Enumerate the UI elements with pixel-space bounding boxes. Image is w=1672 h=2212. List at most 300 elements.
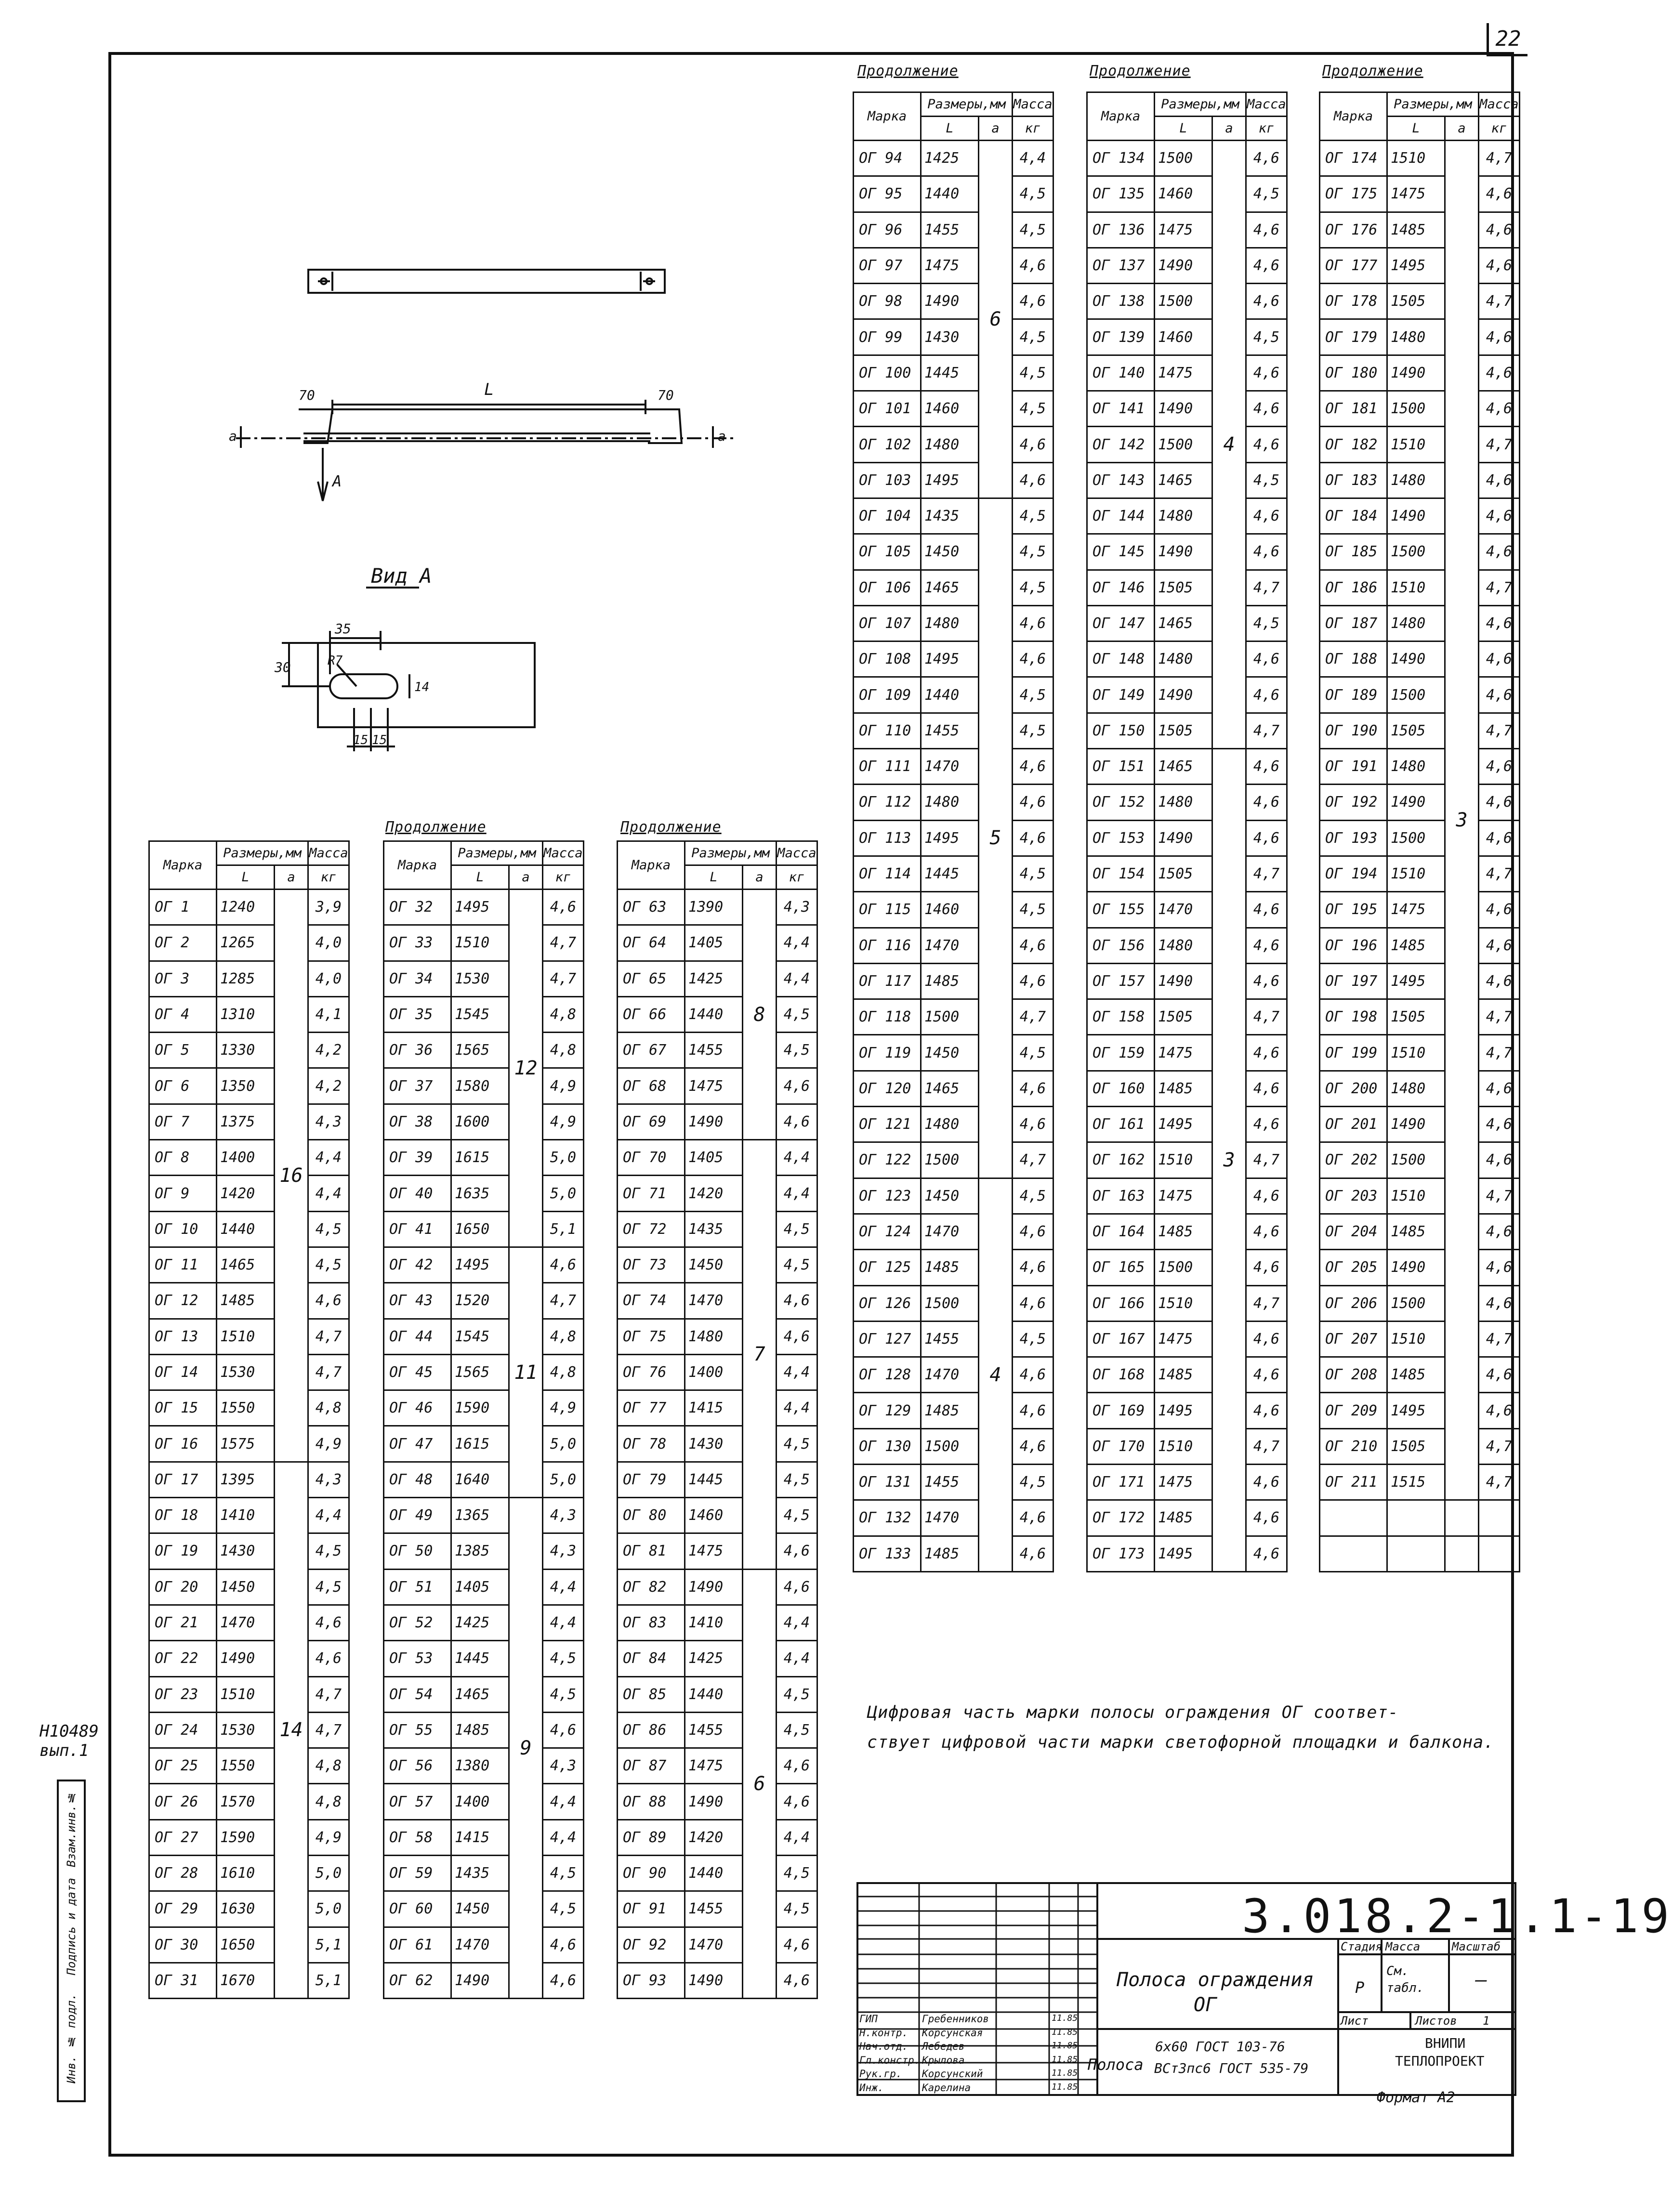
cell-mark: ОГ 56 [384,1748,451,1784]
dim-35: 35 [335,621,351,637]
cell-mass: 4,4 [777,1641,817,1676]
dim-15a: 15 [353,733,369,747]
table-row [1087,1464,1287,1500]
header-L: L [685,865,743,890]
cell-length: 1465 [217,1247,275,1283]
cell-mass: 4,6 [1246,1214,1287,1249]
table-row [149,1462,349,1497]
cell-mass: 4,6 [1479,391,1520,427]
cell-mark: ОГ 132 [854,1500,921,1536]
table-row [854,1107,1053,1142]
cell-mark: ОГ 121 [854,1107,921,1142]
cell-length: 1600 [451,1104,509,1139]
cell-length: 1485 [921,1250,979,1285]
cell-a [1445,1536,1479,1571]
cell-mark: ОГ 203 [1320,1178,1387,1214]
cell-length: 1510 [1387,141,1445,176]
table-row [1087,1107,1287,1142]
table-row [1087,391,1287,427]
cell-mass: 4,6 [1479,498,1520,534]
table-row [1087,1071,1287,1106]
cell-mass: 4,6 [1246,1393,1287,1428]
cell-length: 1445 [921,856,979,891]
table-row [1087,1250,1287,1285]
table-row [1320,319,1520,355]
signer-date: 11.85 [1052,2013,1078,2023]
table-row [149,1498,349,1533]
cell-mark: ОГ 172 [1087,1500,1155,1536]
archive-code: Н10489 [39,1722,99,1741]
cell-length: 1475 [1387,892,1445,928]
table-row [1320,141,1520,176]
cell-length: 1425 [451,1605,509,1640]
cell-mass: 4,5 [1013,534,1053,570]
cell-length: 1495 [1155,1536,1212,1571]
cell-mass: 4,5 [1013,355,1053,391]
cell-mark: ОГ 198 [1320,999,1387,1035]
cell-length: 1330 [217,1033,275,1068]
cell-mark: ОГ 145 [1087,534,1155,570]
header-mass: Масса [308,841,349,865]
cell-mass: 4,7 [1246,713,1287,748]
signer-date: 11.85 [1052,2081,1078,2092]
cell-mass: 4,6 [1246,534,1287,570]
cell-length: 1465 [1155,462,1212,498]
cell-a-group: 3 [1445,141,1479,1500]
cell-mark: ОГ 47 [384,1426,451,1462]
cell-mark: ОГ 80 [618,1498,685,1533]
cell-mass: 4,6 [1013,1428,1053,1464]
table-row [618,1856,817,1891]
cell-length: 1505 [1155,713,1212,748]
cell-a-group: 4 [979,1178,1013,1571]
cell-mark: ОГ 69 [618,1104,685,1139]
cell-mark: ОГ 59 [384,1856,451,1891]
cell-mark: ОГ 35 [384,996,451,1032]
cell-length: 1490 [1387,498,1445,534]
cell-length: 1240 [217,890,275,925]
table-row [1320,1393,1520,1428]
cell-mass: 4,6 [1013,1536,1053,1571]
cell-mark: ОГ 184 [1320,498,1387,534]
material-label: Полоса [1088,2055,1144,2074]
cell-mark: ОГ 140 [1087,355,1155,391]
side-stamp [57,1780,86,2102]
cell-mass: 4,7 [1246,856,1287,891]
cell-mark: ОГ 191 [1320,749,1387,785]
sheet-label: Лист [1341,2014,1369,2028]
cell-length: 1475 [921,248,979,283]
cell-mass: 4,6 [777,1533,817,1569]
cell-mass: 4,7 [1246,1142,1287,1178]
cell-mass: 4,6 [1246,928,1287,963]
cell-mass: 4,4 [777,1390,817,1426]
table-row [1087,1321,1287,1357]
table-row [618,1176,817,1211]
cell-mass: 4,5 [777,1856,817,1891]
cell-length: 1375 [217,1104,275,1139]
table-row [1320,1107,1520,1142]
cell-length: 1480 [1155,928,1212,963]
table-row [1087,141,1287,176]
note-text [867,1698,1494,1757]
signer-name: Корсунский [922,2068,983,2080]
cell-mark: ОГ 67 [618,1033,685,1068]
cell-length: 1465 [451,1676,509,1712]
cell-mass: 4,5 [1246,605,1287,641]
table-row [618,1104,817,1139]
cell-mass: 4,5 [1013,1464,1053,1500]
cell-mass: 4,5 [777,1891,817,1927]
cell-length: 1455 [921,713,979,748]
cell-mass: 4,6 [1479,462,1520,498]
cell-length: 1490 [1155,963,1212,999]
table-row [618,961,817,996]
table-row [149,1319,349,1354]
cell-mark: ОГ 180 [1320,355,1387,391]
cell-mass: 4,6 [1013,1285,1053,1321]
table-row [854,248,1053,283]
cell-mark: ОГ 120 [854,1071,921,1106]
cell-mass: 4,6 [1479,605,1520,641]
header-kg: кг [308,865,349,890]
cell-mass: 4,7 [1246,1428,1287,1464]
cell-mark: ОГ 196 [1320,928,1387,963]
cell-length: 1515 [1387,1464,1445,1500]
cell-mass: 4,6 [1013,785,1053,820]
cell-length: 1420 [217,1176,275,1211]
cell-mass: 4,6 [543,1963,584,1998]
cell-length: 1485 [1387,1214,1445,1249]
table-row [854,1357,1053,1393]
table-row [384,890,584,925]
cell-mark: ОГ 71 [618,1176,685,1211]
cell-length: 1615 [451,1140,509,1176]
mass-label: Масса [1385,1940,1421,1953]
cell-length: 1500 [1387,677,1445,713]
table-row [1320,1536,1520,1571]
cell-mass: 4,7 [543,961,584,996]
cell-a-group: 6 [979,141,1013,498]
cell-mass: 4,6 [1013,248,1053,283]
cell-length: 1485 [1155,1500,1212,1536]
signer-role: ГИП [859,2013,878,2025]
cell-a [1445,1500,1479,1536]
table-row [1320,427,1520,462]
cell-mass: 4,5 [1013,713,1053,748]
cell-length: 1420 [685,1819,743,1855]
cell-mass: 4,6 [1013,1357,1053,1393]
table-row [854,1393,1053,1428]
table-row [1320,1071,1520,1106]
cell-mark: ОГ 175 [1320,176,1387,212]
table-row [149,1819,349,1855]
cell-mark: ОГ 25 [149,1748,217,1784]
table-row [1087,677,1287,713]
cell-mass: 5,0 [543,1176,584,1211]
cell-mark: ОГ 162 [1087,1142,1155,1178]
signer-role: Нач.отд. [859,2041,908,2052]
cell-length: 1395 [217,1462,275,1497]
cell-mass: 4,5 [1013,1178,1053,1214]
cell-mass: 4,6 [1246,391,1287,427]
table-row [1087,1142,1287,1178]
cell-mark: ОГ 95 [854,176,921,212]
table-row [384,1856,584,1891]
cell-length [1387,1500,1445,1536]
table-row [618,996,817,1032]
cell-mass: 4,6 [1246,1464,1287,1500]
table-row [854,749,1053,785]
inv-orig-label: Инв. № подл. [65,1993,78,2083]
cell-mark: ОГ 192 [1320,785,1387,820]
cell-mark: ОГ 209 [1320,1393,1387,1428]
cell-length: 1670 [217,1963,275,1998]
view-title: Вид А [371,564,432,588]
cell-mass: 4,5 [543,1641,584,1676]
table-row [1320,1178,1520,1214]
table-row [1320,1142,1520,1178]
table-row [384,1462,584,1497]
signer-name: Корсунская [922,2027,983,2039]
cell-length: 1380 [451,1748,509,1784]
cell-mass: 4,6 [777,1784,817,1819]
cell-mark: ОГ 37 [384,1068,451,1104]
cell-mark: ОГ 169 [1087,1393,1155,1428]
cell-mark: ОГ 5 [149,1033,217,1068]
cell-length: 1510 [217,1319,275,1354]
cell-mass: 4,5 [1246,319,1287,355]
cell-length: 1265 [217,925,275,961]
cell-mass: 4,4 [308,1176,349,1211]
cell-mark: ОГ 86 [618,1712,685,1748]
cell-length: 1465 [921,570,979,605]
cell-mark: ОГ 112 [854,785,921,820]
table-row [854,999,1053,1035]
cell-length: 1385 [451,1533,509,1569]
cell-mark: ОГ 161 [1087,1107,1155,1142]
cell-mass: 4,6 [1479,248,1520,283]
signer-role: Инж. [859,2081,884,2094]
table-row [1320,355,1520,391]
cell-length: 1565 [451,1033,509,1068]
cell-mass: 4,5 [308,1211,349,1247]
table-row [1087,1500,1287,1536]
cell-mark: ОГ 138 [1087,284,1155,319]
header-mass: Масса [777,841,817,865]
cell-mass: 4,4 [543,1819,584,1855]
cell-mark: ОГ 179 [1320,319,1387,355]
cell-length: 1650 [451,1211,509,1247]
table-row [149,1748,349,1784]
cell-length: 1400 [685,1354,743,1390]
cell-mass: 4,6 [1246,141,1287,176]
cell-length: 1450 [921,534,979,570]
cell-mass: 4,4 [777,1605,817,1640]
table-row [384,1033,584,1068]
cell-length: 1480 [921,427,979,462]
cell-mark: ОГ 210 [1320,1428,1387,1464]
cell-mass: 4,5 [543,1856,584,1891]
cell-length: 1495 [451,890,509,925]
cell-mass: 4,8 [543,1319,584,1354]
cell-length: 1615 [451,1426,509,1462]
cell-mass: 4,7 [1479,570,1520,605]
cell-mark: ОГ 14 [149,1354,217,1390]
cell-mass: 4,6 [1246,284,1287,319]
cell-mass: 4,5 [777,1426,817,1462]
cell-mark: ОГ 182 [1320,427,1387,462]
table-row [149,890,349,925]
table-row [618,1319,817,1354]
cell-a-group: 7 [743,1140,777,1570]
table-row [1087,1536,1287,1571]
cell-mark: ОГ 36 [384,1033,451,1068]
header-a: a [275,865,308,890]
table-row [384,925,584,961]
table-row [1320,1214,1520,1249]
cell-length: 1490 [685,1963,743,1998]
table-row [618,1283,817,1319]
cell-length: 1470 [217,1605,275,1640]
cell-mark: ОГ 147 [1087,605,1155,641]
cell-mark: ОГ 18 [149,1498,217,1533]
cell-mass: 4,6 [1013,605,1053,641]
table-row [384,1641,584,1676]
cell-length: 1480 [1387,1071,1445,1106]
cell-a-group: 14 [275,1462,308,1998]
table-row [618,1533,817,1569]
table-row [384,1819,584,1855]
table-row [1320,1357,1520,1393]
cell-a-group: 4 [1212,141,1246,749]
signer-date: 11.85 [1052,2054,1078,2065]
cell-length: 1485 [1387,212,1445,248]
header-L: L [921,117,979,141]
table-row [1320,928,1520,963]
cell-mass: 4,7 [308,1676,349,1712]
table-row [854,785,1053,820]
cell-length: 1485 [921,963,979,999]
cell-length: 1440 [685,1676,743,1712]
signer-name: Лебедев [922,2041,965,2052]
cell-length: 1650 [217,1927,275,1963]
cell-mark: ОГ 125 [854,1250,921,1285]
cell-length: 1440 [685,1856,743,1891]
cell-length: 1450 [217,1569,275,1605]
table-row [149,1426,349,1462]
cell-length: 1510 [1387,1178,1445,1214]
cell-mark: ОГ 32 [384,890,451,925]
cell-mass: 4,6 [1013,1250,1053,1285]
cell-mass: 4,7 [1479,1321,1520,1357]
cell-mass: 4,4 [777,961,817,996]
cell-mark: ОГ 190 [1320,713,1387,748]
cell-length: 1400 [217,1140,275,1176]
cell-mark: ОГ 9 [149,1176,217,1211]
cell-mark: ОГ 70 [618,1140,685,1176]
cell-mark: ОГ 34 [384,961,451,996]
header-L: L [1155,117,1212,141]
cell-length: 1500 [921,1285,979,1321]
cell-mass: 4,4 [543,1784,584,1819]
cell-mark: ОГ 165 [1087,1250,1155,1285]
table-row [618,1462,817,1497]
table-row [854,498,1053,534]
cell-mass: 4,4 [777,1354,817,1390]
dim-a-left: a [229,428,237,444]
inv-replace-label: Взам.инв.№ [65,1791,78,1868]
cell-mass: 4,6 [1479,928,1520,963]
table-row [1087,284,1287,319]
cell-mark [1320,1536,1387,1571]
cell-mass: 4,6 [1013,1393,1053,1428]
table-row [384,1176,584,1211]
cell-mark: ОГ 42 [384,1247,451,1283]
cell-mass: 4,5 [777,1712,817,1748]
cell-mark: ОГ 1 [149,890,217,925]
cell-mark: ОГ 98 [854,284,921,319]
table-row [618,1605,817,1640]
cell-length: 1500 [1387,1142,1445,1178]
table-row [1087,1178,1287,1214]
cell-mass: 5,1 [308,1963,349,1998]
stage-label: Стадия [1341,1940,1382,1953]
cell-mass: 4,4 [543,1605,584,1640]
cell-mass: 4,6 [777,1748,817,1784]
org-2: ТЕПЛОПРОЕКТ [1395,2053,1485,2069]
table-row [854,1035,1053,1071]
cell-mass: 4,5 [1013,677,1053,713]
table-row [618,1748,817,1784]
cell-mass: 4,9 [308,1819,349,1855]
part-drawing [217,250,771,804]
cell-mass: 4,6 [1013,1500,1053,1536]
material-1: 6x60 ГОСТ 103-76 [1155,2039,1285,2055]
cell-length: 1460 [921,391,979,427]
cell-mass: 4,7 [543,1283,584,1319]
spec-table [1319,92,1520,1572]
table-row [149,1247,349,1283]
cell-mass: 4,7 [308,1354,349,1390]
cell-mass: 4,6 [1246,355,1287,391]
cell-mass: 4,7 [1246,1285,1287,1321]
table-row [1320,1464,1520,1500]
cell-length: 1500 [1387,820,1445,856]
cell-mark: ОГ 157 [1087,963,1155,999]
table-row [618,1569,817,1605]
table-row [1320,391,1520,427]
cell-mark: ОГ 177 [1320,248,1387,283]
cell-mark: ОГ 115 [854,892,921,928]
table-row [149,1211,349,1247]
cell-mass: 4,0 [308,925,349,961]
cell-mass: 4,6 [1246,1357,1287,1393]
cell-mark: ОГ 176 [1320,212,1387,248]
cell-length: 1400 [451,1784,509,1819]
cell-mark: ОГ 43 [384,1283,451,1319]
cell-mass: 4,5 [308,1247,349,1283]
cell-length: 1510 [1155,1428,1212,1464]
cell-mark: ОГ 173 [1087,1536,1155,1571]
cell-mark: ОГ 51 [384,1569,451,1605]
cell-length: 1490 [451,1963,509,1998]
cell-length: 1510 [1387,1035,1445,1071]
cell-mass: 4,5 [1246,176,1287,212]
cell-length: 1530 [217,1712,275,1748]
cell-length: 1490 [1387,1250,1445,1285]
note-line-2: ствует цифровой части марки светофорной площадки и балкона. [867,1733,1495,1752]
